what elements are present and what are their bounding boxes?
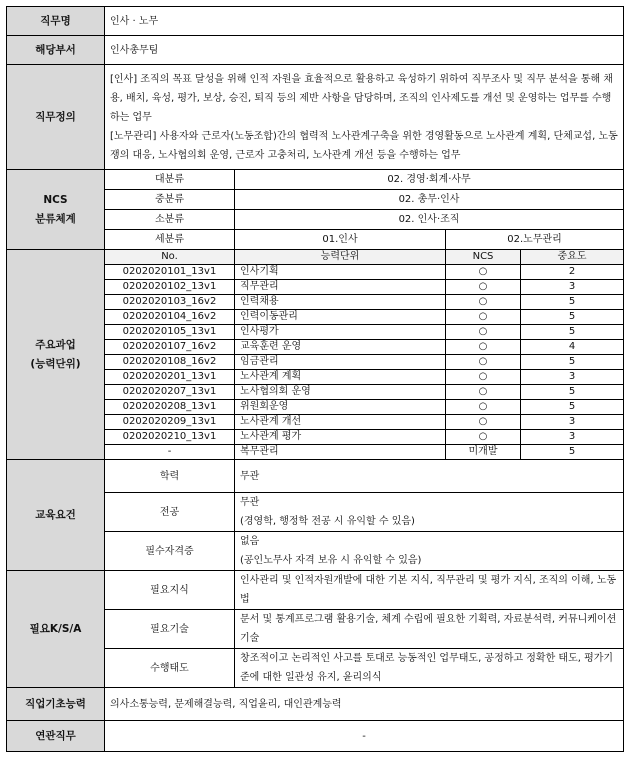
task-importance: 2 xyxy=(521,265,624,280)
task-ncs: ○ xyxy=(446,295,521,310)
task-ncs: ○ xyxy=(446,355,521,370)
education-degree-row xyxy=(7,460,624,493)
task-no: 0202020207_13v1 xyxy=(105,385,235,400)
task-no: 0202020108_16v2 xyxy=(105,355,235,370)
task-importance: 5 xyxy=(521,385,624,400)
definition-labor: [노무관리] 사용자와 근로자(노동조합)간의 협력적 노사관계구축을 위한 경영활동으로 노사관계 계획, 단체교섭, 노동쟁의 대응, 노사협의회 운영, 근로자 고충처리, 노사관계 개선 등을 수행하는 업무 xyxy=(110,130,618,161)
ncs-major-value: 02. 경영·회계·사무 xyxy=(235,170,624,190)
ksa-knowledge-row xyxy=(7,571,624,610)
task-ncs: ○ xyxy=(446,415,521,430)
task-no: 0202020102_13v1 xyxy=(105,280,235,295)
job-title-label: 직무명 xyxy=(7,7,105,36)
ncs-middle-label: 중분류 xyxy=(105,190,235,210)
ksa-skill-value: 문서 및 통계프로그램 활용기술, 체계 수립에 필요한 기획력, 자료분석력, 커뮤니케이션 기술 xyxy=(235,610,624,649)
tasks-header-ncs: NCS xyxy=(446,250,521,265)
education-cert-label: 필수자격증 xyxy=(105,532,235,571)
job-description-table xyxy=(6,6,624,752)
ncs-detail-value-hr: 01.인사 xyxy=(235,230,446,250)
task-ncs: ○ xyxy=(446,325,521,340)
tasks-header-row xyxy=(7,250,624,265)
task-unit: 교육훈련 운영 xyxy=(235,340,446,355)
ksa-label: 필요K/S/A xyxy=(7,571,105,688)
task-importance: 5 xyxy=(521,295,624,310)
tasks-header-no: No. xyxy=(105,250,235,265)
ksa-knowledge-label: 필요지식 xyxy=(105,571,235,610)
definition-row xyxy=(7,65,624,170)
task-unit: 노사관계 개선 xyxy=(235,415,446,430)
task-no: 0202020201_13v1 xyxy=(105,370,235,385)
task-unit: 노사관계 계획 xyxy=(235,370,446,385)
education-degree-label: 학력 xyxy=(105,460,235,493)
education-major-label: 전공 xyxy=(105,493,235,532)
task-ncs: ○ xyxy=(446,400,521,415)
task-importance: 3 xyxy=(521,280,624,295)
task-unit: 노사관계 평가 xyxy=(235,430,446,445)
department-row xyxy=(7,36,624,65)
task-ncs: ○ xyxy=(446,310,521,325)
task-importance: 5 xyxy=(521,310,624,325)
task-no: - xyxy=(105,445,235,460)
definition-hr: [인사] 조직의 목표 달성을 위해 인적 자원을 효율적으로 활용하고 육성하기 위하여 직무조사 및 직무 분석을 통해 채용, 배치, 육성, 평가, 보상, 승진, 퇴직 등의 제반 사항을 담당하며, 조직의 인사제도를 개선 및 운영하는 업무를 수행하는 업무 xyxy=(110,73,614,123)
task-no: 0202020103_16v2 xyxy=(105,295,235,310)
ncs-detail-label: 세분류 xyxy=(105,230,235,250)
ncs-middle-value: 02. 총무·인사 xyxy=(235,190,624,210)
task-unit: 임금관리 xyxy=(235,355,446,370)
task-no: 0202020104_16v2 xyxy=(105,310,235,325)
task-no: 0202020210_13v1 xyxy=(105,430,235,445)
task-ncs: ○ xyxy=(446,370,521,385)
ncs-label: NCS 분류체계 xyxy=(7,170,105,250)
task-unit: 인사기획 xyxy=(235,265,446,280)
task-unit: 직무관리 xyxy=(235,280,446,295)
basic-ability-label: 직업기초능력 xyxy=(7,688,105,721)
task-importance: 5 xyxy=(521,325,624,340)
task-no: 0202020107_16v2 xyxy=(105,340,235,355)
task-importance: 5 xyxy=(521,355,624,370)
task-unit: 노사협의회 운영 xyxy=(235,385,446,400)
ncs-minor-label: 소분류 xyxy=(105,210,235,230)
tasks-header-importance: 중요도 xyxy=(521,250,624,265)
related-job-value: - xyxy=(105,721,624,752)
task-importance: 4 xyxy=(521,340,624,355)
education-degree-value: 무관 xyxy=(235,460,624,493)
task-no: 0202020208_13v1 xyxy=(105,400,235,415)
ksa-knowledge-value: 인사관리 및 인적자원개발에 대한 기본 지식, 직무관리 및 평가 지식, 조직의 이해, 노동법 xyxy=(235,571,624,610)
task-ncs: 미개발 xyxy=(446,445,521,460)
related-job-label: 연관직무 xyxy=(7,721,105,752)
education-label: 교육요건 xyxy=(7,460,105,571)
basic-ability-row xyxy=(7,688,624,721)
ncs-major-label: 대분류 xyxy=(105,170,235,190)
department-label: 해당부서 xyxy=(7,36,105,65)
ncs-major-row xyxy=(7,170,624,190)
task-ncs: ○ xyxy=(446,430,521,445)
task-importance: 3 xyxy=(521,370,624,385)
task-importance: 3 xyxy=(521,430,624,445)
task-unit: 위원회운영 xyxy=(235,400,446,415)
task-no: 0202020101_13v1 xyxy=(105,265,235,280)
task-unit: 인사평가 xyxy=(235,325,446,340)
ksa-attitude-value: 창조적이고 논리적인 사고를 토대로 능동적인 업무태도, 공정하고 정확한 태도, 평가기준에 대한 일관성 유지, 윤리의식 xyxy=(235,649,624,688)
task-ncs: ○ xyxy=(446,340,521,355)
tasks-header-unit: 능력단위 xyxy=(235,250,446,265)
task-importance: 3 xyxy=(521,415,624,430)
task-no: 0202020209_13v1 xyxy=(105,415,235,430)
task-ncs: ○ xyxy=(446,385,521,400)
ksa-skill-label: 필요기술 xyxy=(105,610,235,649)
basic-ability-value: 의사소통능력, 문제해결능력, 직업윤리, 대인관계능력 xyxy=(105,688,624,721)
ncs-minor-value: 02. 인사·조직 xyxy=(235,210,624,230)
job-title-value: 인사 · 노무 xyxy=(105,7,624,36)
ncs-detail-value-labor: 02.노무관리 xyxy=(446,230,624,250)
tasks-label: 주요과업 (능력단위) xyxy=(7,250,105,460)
task-ncs: ○ xyxy=(446,280,521,295)
definition-label: 직무정의 xyxy=(7,65,105,170)
related-job-row xyxy=(7,721,624,752)
education-cert-value: 없음 (공인노무사 자격 보유 시 유익할 수 있음) xyxy=(235,532,624,571)
job-title-row xyxy=(7,7,624,36)
task-no: 0202020105_13v1 xyxy=(105,325,235,340)
task-ncs: ○ xyxy=(446,265,521,280)
task-importance: 5 xyxy=(521,400,624,415)
task-importance: 5 xyxy=(521,445,624,460)
task-unit: 복무관리 xyxy=(235,445,446,460)
definition-value xyxy=(105,65,624,170)
ksa-attitude-label: 수행태도 xyxy=(105,649,235,688)
task-unit: 인력채용 xyxy=(235,295,446,310)
education-major-value: 무관 (경영학, 행정학 전공 시 유익할 수 있음) xyxy=(235,493,624,532)
task-unit: 인력이동관리 xyxy=(235,310,446,325)
department-value: 인사총무팀 xyxy=(105,36,624,65)
